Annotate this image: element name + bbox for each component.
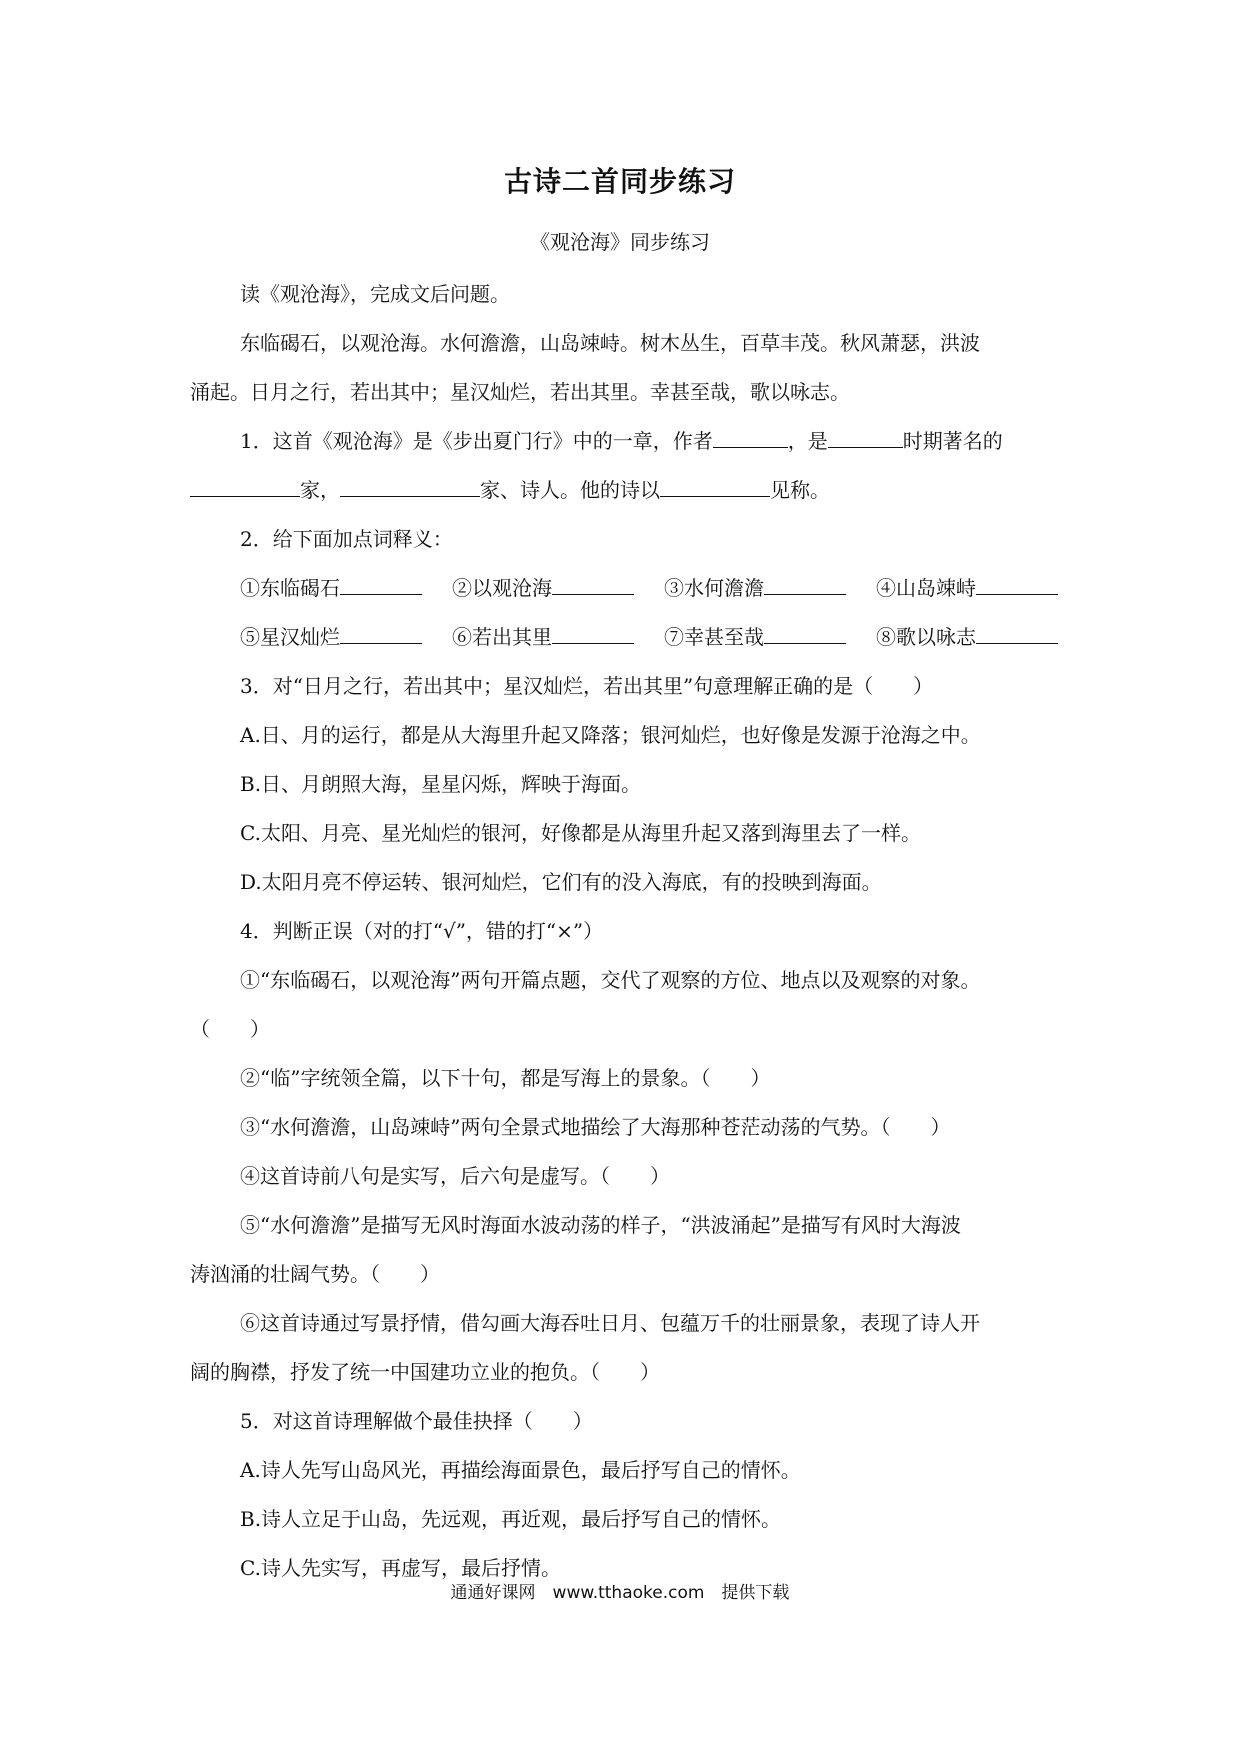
q2-item	[876, 564, 1058, 613]
q1-text-6: 见称。	[770, 478, 830, 502]
q2-item-label: ③水何澹澹	[664, 576, 764, 600]
q4-statement-2: ②“临”字统领全篇，以下十句，都是写海上的景象。（ ）	[240, 1066, 771, 1090]
q3-option-a: A.日、月的运行，都是从大海里升起又降落；银河灿烂，也好像是发源于沧海之中。	[240, 723, 981, 747]
question-1-line-1	[190, 417, 1058, 466]
q4-statement-5: ⑤“水何澹澹”是描写无风时海面水波动荡的样子，“洪波涌起”是描写有风时大海波	[240, 1213, 961, 1237]
question-3-stem: 3．对“日月之行，若出其中；星汉灿烂，若出其里”句意理解正确的是（ ）	[240, 674, 934, 698]
question-5-stem: 5．对这首诗理解做个最佳抉择（ ）	[240, 1409, 593, 1433]
q4-statement-1: ①“东临碣石，以观沧海”两句开篇点题，交代了观察的方位、地点以及观察的对象。	[240, 968, 981, 992]
q5-option-c: C.诗人先实写，再虚写，最后抒情。	[240, 1556, 561, 1580]
answer-blank[interactable]	[552, 623, 634, 644]
question-2-row-2	[190, 613, 1058, 662]
answer-blank[interactable]	[552, 574, 634, 595]
answer-blank[interactable]	[976, 623, 1058, 644]
q4-statement-6: ⑥这首诗通过写景抒情，借勾画大海吞吐日月、包蕴万千的壮丽景象，表现了诗人开	[240, 1311, 980, 1335]
answer-blank[interactable]	[340, 574, 422, 595]
q2-item-label: ①东临碣石	[240, 576, 340, 600]
q1-text-3: 时期著名的	[902, 429, 1003, 453]
q4-statement-5-cont: 涛汹涌的壮阔气势。（ ）	[190, 1262, 440, 1286]
q2-item	[876, 613, 1058, 662]
page-title: 古诗二首同步练习	[503, 165, 736, 198]
exercise-content	[190, 270, 1058, 1593]
answer-blank[interactable]	[340, 623, 422, 644]
question-4-stem: 4．判断正误（对的打“√”，错的打“×”）	[240, 919, 604, 943]
q2-item	[664, 564, 846, 613]
q4-statement-4: ④这首诗前八句是实写，后六句是虚写。（ ）	[240, 1164, 670, 1188]
question-1-line-2	[190, 466, 1058, 515]
q4-statement-1-bracket: （ ）	[190, 1017, 270, 1041]
q2-item	[240, 613, 422, 662]
question-2-stem: 2．给下面加点词释义：	[240, 527, 453, 551]
poem-line-2: 涌起。日月之行，若出其中；星汉灿烂，若出其里。幸甚至哉，歌以咏志。	[190, 380, 850, 404]
q1-text-1: 1．这首《观沧海》是《步出夏门行》中的一章，作者	[240, 429, 713, 453]
q2-item	[452, 613, 634, 662]
q2-item-label: ⑤星汉灿烂	[240, 625, 340, 649]
page-footer: 通通好课网 www.tthaoke.com 提供下载	[450, 1583, 790, 1603]
intro-text: 读《观沧海》，完成文后问题。	[240, 282, 510, 306]
q2-item-label: ⑦幸甚至哉	[664, 625, 764, 649]
poem-line-1: 东临碣石，以观沧海。水何澹澹，山岛竦峙。树木丛生，百草丰茂。秋风萧瑟，洪波	[240, 331, 980, 355]
page-subtitle: 《观沧海》同步练习	[530, 230, 710, 254]
q3-option-c: C.太阳、月亮、星光灿烂的银河，好像都是从海里升起又落到海里去了一样。	[240, 821, 921, 845]
answer-blank[interactable]	[976, 574, 1058, 595]
q1-text-4: 家，	[300, 478, 340, 502]
q2-item-label: ④山岛竦峙	[876, 576, 976, 600]
q1-text-2: ，是	[787, 429, 828, 453]
identity-blank-2[interactable]	[340, 476, 480, 497]
q3-option-d: D.太阳月亮不停运转、银河灿烂，它们有的没入海底，有的投映到海面。	[240, 870, 882, 894]
question-2-row-1	[190, 564, 1058, 613]
q5-option-a: A.诗人先写山岛风光，再描绘海面景色，最后抒写自己的情怀。	[240, 1458, 801, 1482]
q2-item	[240, 564, 422, 613]
identity-blank-1[interactable]	[190, 476, 300, 497]
q1-text-5: 家、诗人。他的诗以	[480, 478, 660, 502]
author-blank[interactable]	[713, 427, 788, 448]
answer-blank[interactable]	[764, 574, 846, 595]
answer-blank[interactable]	[764, 623, 846, 644]
q2-item-label: ②以观沧海	[452, 576, 552, 600]
q2-item-label: ⑥若出其里	[452, 625, 552, 649]
q2-item-label: ⑧歌以咏志	[876, 625, 976, 649]
q2-item	[452, 564, 634, 613]
style-blank[interactable]	[660, 476, 770, 497]
q3-option-b: B.日、月朗照大海，星星闪烁，辉映于海面。	[240, 772, 642, 796]
q4-statement-6-cont: 阔的胸襟，抒发了统一中国建功立业的抱负。（ ）	[190, 1360, 660, 1384]
q4-statement-3: ③“水何澹澹，山岛竦峙”两句全景式地描绘了大海那种苍茫动荡的气势。（ ）	[240, 1115, 951, 1139]
q2-item	[664, 613, 846, 662]
era-blank[interactable]	[828, 427, 903, 448]
q5-option-b: B.诗人立足于山岛，先远观，再近观，最后抒写自己的情怀。	[240, 1507, 782, 1531]
